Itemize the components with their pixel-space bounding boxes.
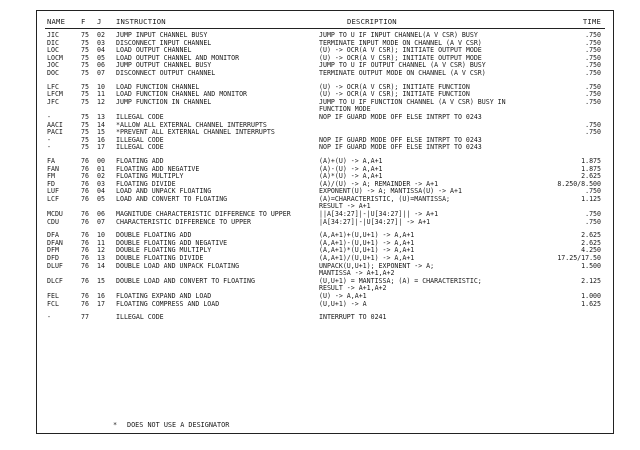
cell-f: 75	[81, 90, 89, 99]
cell-ins: *ALLOW ALL EXTERNAL CHANNEL INTERRUPTS	[116, 120, 267, 129]
cell-time: .750	[585, 68, 601, 77]
cell-time: .750	[585, 46, 601, 55]
table-row	[37, 70, 613, 78]
cell-name: JIC	[47, 31, 59, 39]
cell-name: DOC	[47, 68, 59, 77]
cell-time: 2.625	[581, 172, 601, 181]
cell-desc: JUMP TO U IF OUTPUT CHANNEL (A V CSR) BUSY	[319, 61, 486, 70]
cell-j: 14	[97, 261, 105, 270]
cell-ins: DOUBLE FLOATING MULTIPLY	[116, 246, 212, 255]
cell-name: -	[47, 135, 51, 144]
cell-time: .750	[585, 61, 601, 70]
cell-desc: (U,U+1) -> A	[319, 299, 367, 308]
cell-name: -	[47, 313, 51, 322]
cell-ins: DOUBLE FLOATING ADD NEGATIVE	[116, 238, 228, 247]
cell-f: 75	[81, 46, 89, 55]
col-header-instruction: INSTRUCTION	[116, 17, 166, 26]
cell-name: DFM	[47, 246, 59, 255]
cell-desc: (A)*(U) -> A,A+1	[319, 172, 383, 181]
cell-j: 07	[97, 68, 105, 77]
cell-time: .750	[585, 210, 601, 219]
cell-time: .750	[585, 187, 601, 196]
cell-f: 75	[81, 38, 89, 47]
cell-time: 1.875	[581, 156, 601, 165]
cell-ins: FLOATING EXPAND AND LOAD	[116, 292, 212, 300]
cell-name: DLCF	[47, 276, 63, 285]
cell-time: .750	[585, 217, 601, 226]
cell-name: LOC	[47, 46, 59, 55]
cell-j: 02	[97, 31, 105, 39]
cell-f: 76	[81, 231, 89, 240]
cell-desc: JUMP TO U IF INPUT CHANNEL(A V CSR) BUSY	[319, 31, 478, 39]
cell-desc: EXPONENT(U) -> A; MANTISSA(U) -> A+1	[319, 187, 462, 196]
cell-j: 10	[97, 82, 105, 91]
cell-name: DFD	[47, 254, 59, 263]
cell-j: 07	[97, 217, 105, 226]
cell-name: FCL	[47, 299, 59, 308]
cell-desc: FUNCTION MODE	[319, 105, 371, 114]
cell-ins: JUMP FUNCTION IN CHANNEL	[116, 97, 212, 106]
cell-name: PACI	[47, 128, 63, 137]
cell-f: 76	[81, 164, 89, 173]
cell-desc: (U) -> OCR(A V CSR); INITIATE FUNCTION	[319, 82, 470, 91]
cell-f: 75	[81, 120, 89, 129]
cell-name: LOCM	[47, 53, 63, 62]
cell-f: 76	[81, 261, 89, 270]
cell-time: .750	[585, 128, 601, 137]
cell-desc: NOP IF GUARD MODE OFF ELSE INTRPT TO 0243	[319, 143, 482, 152]
cell-f: 75	[81, 61, 89, 70]
header-divider	[45, 28, 605, 29]
cell-name: FM	[47, 172, 55, 181]
cell-name: JOC	[47, 61, 59, 70]
cell-j: 16	[97, 292, 105, 300]
cell-f: 75	[81, 135, 89, 144]
cell-desc: (A)-(U) -> A,A+1	[319, 164, 383, 173]
cell-f: 76	[81, 254, 89, 263]
cell-j: 01	[97, 164, 105, 173]
cell-name: LCF	[47, 194, 59, 203]
cell-time: 1.125	[581, 194, 601, 203]
cell-ins: LOAD OUTPUT CHANNEL	[116, 46, 192, 55]
cell-desc: (U) -> A,A+1	[319, 292, 367, 300]
cell-f: 76	[81, 156, 89, 165]
cell-time: 17.25/17.50	[557, 254, 601, 263]
cell-name: DLUF	[47, 261, 63, 270]
table-row	[37, 301, 613, 309]
cell-ins: FLOATING COMPRESS AND LOAD	[116, 299, 220, 308]
cell-f: 75	[81, 31, 89, 39]
cell-name: FEL	[47, 292, 59, 300]
cell-ins: ILLEGAL CODE	[116, 112, 164, 121]
cell-ins: FLOATING MULTIPLY	[116, 172, 184, 181]
cell-desc: INTERRUPT TO 0241	[319, 313, 387, 322]
cell-time: .750	[585, 82, 601, 91]
cell-desc: TERMINATE OUTPUT MODE ON CHANNEL (A V CSR)	[319, 68, 486, 77]
cell-ins: LOAD AND CONVERT TO FLOATING	[116, 194, 228, 203]
cell-f: 76	[81, 187, 89, 196]
cell-name: -	[47, 112, 51, 121]
cell-f: 75	[81, 112, 89, 121]
cell-time: 1.875	[581, 164, 601, 173]
cell-time: 1.625	[581, 299, 601, 308]
cell-name: AACI	[47, 120, 63, 129]
cell-f: 75	[81, 143, 89, 152]
cell-time: .750	[585, 38, 601, 47]
col-header-name: NAME	[47, 17, 66, 26]
cell-f: 75	[81, 82, 89, 91]
cell-desc: (A)+(U) -> A,A+1	[319, 156, 383, 165]
cell-desc: (A,A+1)/(U,U+1) -> A,A+1	[319, 254, 415, 263]
cell-time: .750	[585, 53, 601, 62]
cell-j: 10	[97, 231, 105, 240]
table-row	[37, 219, 613, 227]
cell-ins: DOUBLE FLOATING DIVIDE	[116, 254, 204, 263]
cell-name: MCDU	[47, 210, 63, 219]
cell-desc: UNPACK(U,U+1); EXPONENT -> A;	[319, 261, 435, 270]
cell-f: 75	[81, 53, 89, 62]
cell-name: DFA	[47, 231, 59, 240]
instruction-table-sheet	[36, 10, 614, 434]
cell-f: 76	[81, 217, 89, 226]
cell-desc: JUMP TO U IF FUNCTION CHANNEL (A V CSR) BUSY IN	[319, 97, 506, 106]
cell-name: DIC	[47, 38, 59, 47]
cell-desc: (A,A+1)*(U,U+1) -> A,A+1	[319, 246, 415, 255]
cell-time: 2.625	[581, 238, 601, 247]
col-header-f: F	[81, 17, 86, 26]
cell-j: 13	[97, 254, 105, 263]
cell-ins: ILLEGAL CODE	[116, 313, 164, 322]
cell-time: 1.000	[581, 292, 601, 300]
cell-j: 03	[97, 38, 105, 47]
cell-j: 03	[97, 179, 105, 188]
cell-desc: ||A[34:27]|-|U[34:27]|| -> A+1	[319, 210, 439, 219]
cell-desc: (U) -> OCR(A V CSR); INITIATE OUTPUT MODE	[319, 46, 482, 55]
cell-desc: TERMINATE INPUT MODE ON CHANNEL (A V CSR)	[319, 38, 482, 47]
cell-j: 12	[97, 97, 105, 106]
cell-time: .750	[585, 97, 601, 106]
cell-j: 02	[97, 172, 105, 181]
cell-desc: NOP IF GUARD MODE OFF ELSE INTRPT TO 0243	[319, 135, 482, 144]
cell-ins: DISCONNECT INPUT CHANNEL	[116, 38, 212, 47]
cell-j: 17	[97, 143, 105, 152]
cell-j: 11	[97, 238, 105, 247]
cell-time: 8.250/8.500	[557, 179, 601, 188]
cell-time: .750	[585, 90, 601, 99]
cell-j: 11	[97, 90, 105, 99]
cell-name: -	[47, 143, 51, 152]
cell-j: 15	[97, 128, 105, 137]
cell-time: 2.625	[581, 231, 601, 240]
cell-time: 2.125	[581, 276, 601, 285]
cell-desc: (U) -> OCR(A V CSR); INITIATE FUNCTION	[319, 90, 470, 99]
cell-desc: NOP IF GUARD MODE OFF ELSE INTRPT TO 0243	[319, 112, 482, 121]
cell-f: 76	[81, 292, 89, 300]
cell-j: 04	[97, 46, 105, 55]
cell-j: 05	[97, 53, 105, 62]
footnote-text: DOES NOT USE A DESIGNATOR	[127, 421, 230, 429]
cell-ins: JUMP INPUT CHANNEL BUSY	[116, 31, 208, 39]
cell-name: LFC	[47, 82, 59, 91]
cell-f: 76	[81, 179, 89, 188]
cell-name: FAN	[47, 164, 59, 173]
cell-ins: ILLEGAL CODE	[116, 135, 164, 144]
cell-ins: DOUBLE FLOATING ADD	[116, 231, 192, 240]
cell-f: 76	[81, 172, 89, 181]
cell-j: 04	[97, 187, 105, 196]
cell-f: 76	[81, 210, 89, 219]
cell-j: 00	[97, 156, 105, 165]
cell-ins: DOUBLE LOAD AND CONVERT TO FLOATING	[116, 276, 255, 285]
col-header-time: TIME	[582, 17, 601, 26]
cell-j: 12	[97, 246, 105, 255]
cell-ins: LOAD AND UNPACK FLOATING	[116, 187, 212, 196]
cell-f: 76	[81, 194, 89, 203]
cell-ins: *PREVENT ALL EXTERNAL CHANNEL INTERRUPTS	[116, 128, 275, 137]
cell-ins: LOAD OUTPUT CHANNEL AND MONITOR	[116, 53, 240, 62]
cell-desc: MANTISSA -> A+1,A+2	[319, 269, 395, 278]
cell-desc: (A)/(U) -> A; REMAINDER -> A+1	[319, 179, 439, 188]
cell-f: 75	[81, 97, 89, 106]
cell-ins: FLOATING ADD	[116, 156, 164, 165]
cell-j: 16	[97, 135, 105, 144]
cell-name: DFAN	[47, 238, 63, 247]
cell-ins: CHARACTERISTIC DIFFERENCE TO UPPER	[116, 217, 251, 226]
cell-f: 76	[81, 238, 89, 247]
cell-f: 75	[81, 68, 89, 77]
cell-desc: RESULT -> A+1	[319, 202, 371, 211]
cell-j: 06	[97, 210, 105, 219]
cell-ins: MAGNITUDE CHARACTERISTIC DIFFERENCE TO UPPER	[116, 210, 291, 219]
cell-f: 75	[81, 128, 89, 137]
table-row	[37, 314, 613, 322]
cell-ins: DISCONNECT OUTPUT CHANNEL	[116, 68, 216, 77]
col-header-j: J	[97, 17, 102, 26]
cell-ins: LOAD FUNCTION CHANNEL AND MONITOR	[116, 90, 248, 99]
cell-j: 14	[97, 120, 105, 129]
table-body	[37, 32, 613, 322]
cell-j: 06	[97, 61, 105, 70]
cell-time: 1.500	[581, 261, 601, 270]
cell-ins: ILLEGAL CODE	[116, 143, 164, 152]
cell-ins: JUMP OUTPUT CHANNEL BUSY	[116, 61, 212, 70]
cell-desc: RESULT -> A+1,A+2	[319, 284, 387, 293]
cell-name: LUF	[47, 187, 59, 196]
cell-ins: FLOATING DIVIDE	[116, 179, 176, 188]
cell-desc: |A[34:27]|-|U[34:27]| -> A+1	[319, 217, 431, 226]
cell-desc: (A,A+1)-(U,U+1) -> A,A+1	[319, 238, 415, 247]
table-row	[37, 144, 613, 152]
cell-name: LFCM	[47, 90, 63, 99]
cell-ins: LOAD FUNCTION CHANNEL	[116, 82, 200, 91]
cell-time: .750	[585, 120, 601, 129]
cell-f: 76	[81, 276, 89, 285]
cell-j: 13	[97, 112, 105, 121]
cell-j: 17	[97, 299, 105, 308]
cell-f: 77	[81, 313, 89, 322]
cell-name: FA	[47, 156, 55, 165]
cell-j: 05	[97, 194, 105, 203]
cell-name: FD	[47, 179, 55, 188]
col-header-description: DESCRIPTION	[347, 17, 397, 26]
cell-desc: (A,A+1)+(U,U+1) -> A,A+1	[319, 231, 415, 240]
cell-time: 4.250	[581, 246, 601, 255]
cell-ins: FLOATING ADD NEGATIVE	[116, 164, 200, 173]
cell-time: .750	[585, 31, 601, 39]
cell-ins: DOUBLE LOAD AND UNPACK FLOATING	[116, 261, 240, 270]
cell-desc: (A)=CHARACTERISTIC, (U)=MANTISSA;	[319, 194, 451, 203]
cell-f: 76	[81, 299, 89, 308]
cell-desc: (U) -> OCR(A V CSR); INITIATE OUTPUT MODE	[319, 53, 482, 62]
cell-f: 76	[81, 246, 89, 255]
cell-desc: (U,U+1) = MANTISSA; (A) = CHARACTERISTIC;	[319, 276, 482, 285]
footnote-marker: *	[113, 421, 118, 429]
cell-name: CDU	[47, 217, 59, 226]
cell-name: JFC	[47, 97, 59, 106]
cell-j: 15	[97, 276, 105, 285]
